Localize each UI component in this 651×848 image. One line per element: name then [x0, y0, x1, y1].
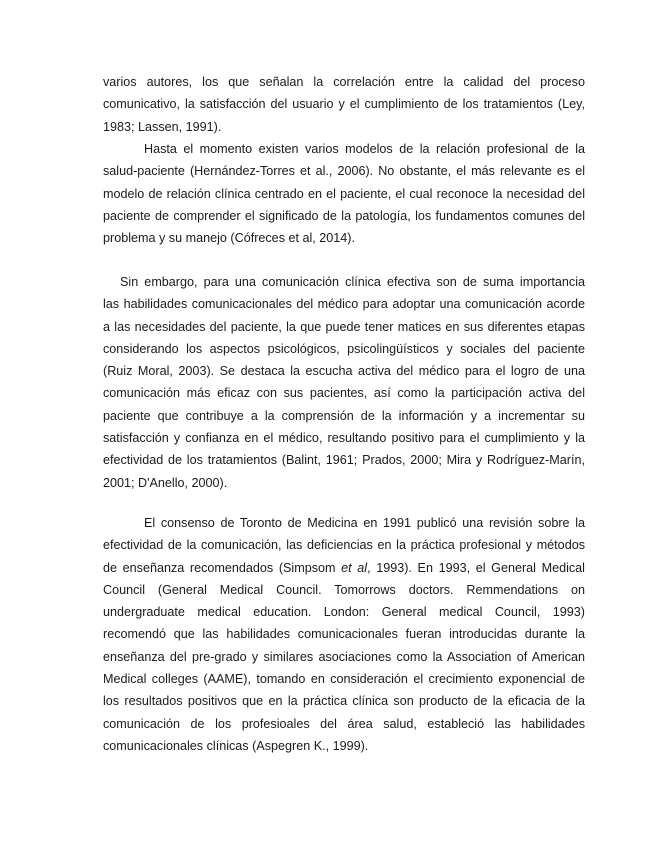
text-segment: , 1993). En 1993, el General Medical — [367, 560, 585, 575]
text-line: varios autores, los que señalan la correlación entre la calidad del proceso — [103, 75, 585, 89]
text-segment: de enseñanza recomendados (Simpsom — [103, 560, 342, 575]
text-line: los resultados positivos que en la práctica clínica son producto de la eficacia de la — [103, 694, 585, 709]
text-line: paciente de comprender el significado de la patología, los fundamentos comunes del — [103, 208, 585, 223]
text-line: Sin embargo, para una comunicación clínica efectiva son de suma importancia — [120, 275, 585, 289]
paragraph-4 — [103, 512, 585, 757]
italic-text: et al — [341, 560, 368, 575]
text-line: recomendó que las habilidades comunicacionales fueran introducidas durante la — [103, 627, 585, 642]
text-line: comunicación más eficaz con sus pacientes, así como la participación activa del — [103, 386, 585, 401]
text-line: problema y su manejo (Cófreces et al, 2014). — [103, 231, 355, 246]
text-line: salud-paciente (Hernández-Torres et al., 2006). No obstante, el más relevante es el — [103, 164, 585, 179]
text-line: enseñanza del pre-grado y similares asociaciones como la Association of American — [103, 649, 585, 664]
text-line: El consenso de Toronto de Medicina en 1991 publicó una revisión sobre la — [144, 516, 585, 530]
text-line: efectividad de los tratamientos (Balint, 1961; Prados, 2000; Mira y Rodríguez-Marín, — [103, 453, 585, 468]
paragraph-1 — [103, 71, 585, 138]
paragraph-2 — [103, 138, 585, 249]
text-line: 2001; D'Anello, 2000). — [103, 475, 228, 490]
text-line: comunicativo, la satisfacción del usuario y el cumplimiento de los tratamientos (Ley, — [103, 97, 585, 112]
text-line-with-italic — [103, 557, 585, 579]
paragraph-3 — [103, 271, 585, 494]
text-line: efectividad de la comunicación, las deficiencias en la práctica profesional y métodos — [103, 538, 585, 553]
text-line: a las necesidades del paciente, la que puede tener matices en sus diferentes etapas — [103, 319, 585, 334]
text-line: Council (General Medical Council. Tomorrows doctors. Remmendations on — [103, 582, 585, 597]
text-line: Hasta el momento existen varios modelos de la relación profesional de la — [144, 142, 585, 156]
text-line: 1983; Lassen, 1991). — [103, 119, 222, 134]
text-line: las habilidades comunicacionales del médico para adoptar una comunicación acorde — [103, 297, 585, 312]
text-line: paciente que contribuye a la comprensión de la información y a incrementar su — [103, 408, 585, 423]
text-line: modelo de relación clínica centrado en el paciente, el cual reconoce la necesidad del — [103, 186, 585, 201]
text-line: (Ruiz Moral, 2003). Se destaca la escucha activa del médico para el logro de una — [103, 364, 585, 379]
text-line: undergraduate medical education. London: General medical Council, 1993) — [103, 605, 585, 620]
text-line: Medical colleges (AAME), tomando en consideración el crecimiento exponencial de — [103, 672, 585, 687]
text-line: comunicacionales clínicas (Aspegren K., 1999). — [103, 738, 369, 753]
text-line: satisfacción y confianza en el médico, resultando positivo para el cumplimiento y la — [103, 431, 585, 446]
text-line: considerando los aspectos psicológicos, psicolingüísticos y sociales del paciente — [103, 341, 585, 356]
text-line: comunicación de los profesioales del área salud, estableció las habilidades — [103, 716, 585, 731]
